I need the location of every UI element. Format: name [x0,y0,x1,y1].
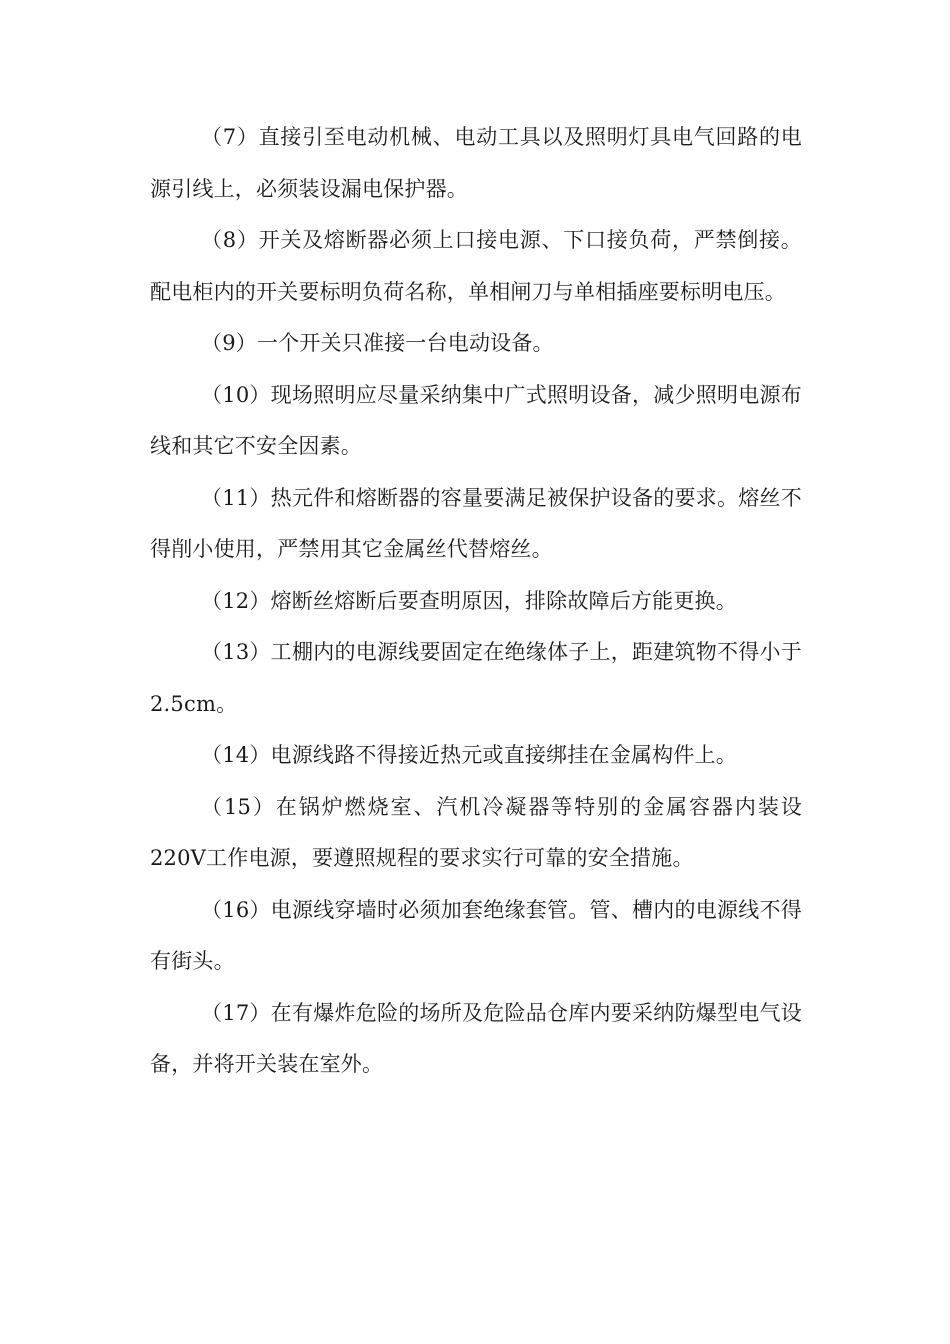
paragraph-item-8: （8）开关及熔断器必须上口接电源、下口接负荷，严禁倒接。配电柜内的开关要标明负荷名称，单相闸刀与单相插座要标明电压。 [150,228,802,304]
paragraph-item-13: （13）工棚内的电源线要固定在绝缘体子上，距建筑物不得小于2.5cm。 [150,640,802,716]
paragraph-item-17: （17）在有爆炸危险的场所及危险品仓库内要采纳防爆型电气设备，并将开关装在室外。 [150,1000,802,1076]
paragraph-item-9: （9）一个开关只准接一台电动设备。 [201,331,554,355]
paragraph-item-10: （10）现场照明应尽量采纳集中广式照明设备，减少照明电源布线和其它不安全因素。 [150,382,802,458]
document-body [150,112,802,1091]
paragraph-item-16: （16）电源线穿墙时必须加套绝缘套管。管、槽内的电源线不得有街头。 [150,897,802,973]
paragraph-item-11: （11）热元件和熔断器的容量要满足被保护设备的要求。熔丝不得削小使用，严禁用其它金属丝代替熔丝。 [150,485,802,561]
paragraph-item-14: （14）电源线路不得接近热元或直接绑挂在金属构件上。 [201,743,737,767]
paragraph-item-7: （7）直接引至电动机械、电动工具以及照明灯具电气回路的电源引线上，必须装设漏电保护器。 [150,125,802,201]
paragraph-item-15: （15）在锅炉燃烧室、汽机冷凝器等特别的金属容器内装设220V工作电源，要遵照规程的要求实行可靠的安全措施。 [150,794,802,870]
paragraph-item-12: （12）熔断丝熔断后要查明原因，排除故障后方能更换。 [201,588,737,613]
